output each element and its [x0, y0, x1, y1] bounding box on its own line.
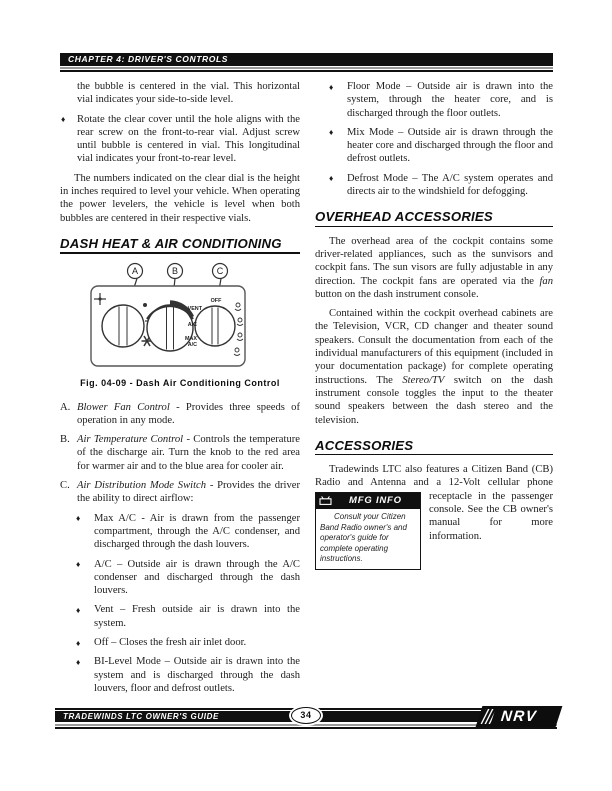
- mode-text: Off – Closes the fresh air inlet door.: [94, 637, 247, 649]
- list-item-blower-fan: [60, 401, 300, 428]
- item-desc: - Controls the temperature of the discharge air. Turn the knob to the red area for warmer air and to the blue area for cooler air.: [77, 434, 300, 472]
- fan-off-dot-icon: [143, 303, 147, 307]
- mode-label-max-2: A/C: [187, 342, 197, 349]
- diamond-bullet-icon: ♦: [329, 173, 334, 184]
- paragraph-text: Contained within the cockpit overhead cabinets are the Television, VCR, CD changer and theater sound speakers. Consult the documentation from each of the individual manufacturers of this equipment (included in your documentation package) for complete operating instructions. The: [315, 308, 553, 386]
- mode-item-vent: [60, 603, 300, 630]
- stereo-tv-switch-reference: Stereo/TV: [402, 374, 445, 386]
- figure-dash-ac-control: [60, 262, 300, 390]
- mode-text: Defrost Mode – The A/C system operates and directs air to the windshield for defogging.: [347, 172, 553, 198]
- mode-text: A/C – Outside air is drawn through the A/C condenser and discharged through the dash louvers.: [94, 558, 300, 597]
- nrv-logo-stripes: [481, 709, 496, 724]
- fan-button-reference: fan: [539, 275, 553, 287]
- paragraph-overhead-1: [315, 235, 553, 301]
- diamond-bullet-icon: ♦: [61, 114, 66, 125]
- footer-band: [55, 708, 557, 725]
- column-right: [315, 80, 553, 578]
- diamond-bullet-icon: ♦: [329, 127, 334, 138]
- diamond-bullet-icon: ♦: [76, 513, 81, 524]
- mode-text: Max A/C - Air is drawn from the passenger compartment, through the A/C condenser, and discharged through the dash louvers.: [94, 512, 300, 551]
- item-term: Blower Fan Control: [77, 401, 170, 413]
- footer-bar: [55, 708, 557, 729]
- mode-label-off: OFF: [210, 298, 222, 305]
- nrv-logo-text: NRV: [499, 708, 539, 725]
- paragraph-dial-numbers: The numbers indicated on the clear dial is the height in inches required to level your vehicle. When operating the power levelers, the vehicle is level when both bubbles are centered in their respective vials.: [60, 172, 300, 224]
- chapter-header-bar: [60, 53, 553, 72]
- paragraph-overhead-2: [315, 307, 553, 427]
- chapter-title: CHAPTER 4: DRIVER'S CONTROLS: [60, 53, 553, 66]
- item-desc: - Provides the driver the ability to direct airflow:: [77, 480, 301, 505]
- guide-title: TRADEWINDS LTC OWNER'S GUIDE: [63, 712, 219, 721]
- item-letter: A.: [60, 401, 71, 413]
- diamond-bullet-icon: ♦: [329, 81, 334, 92]
- blower-fan-knob: [102, 305, 144, 347]
- header-rule-gray: [60, 67, 553, 69]
- paragraph-text: phone receptacle in the passenger console. See the CB owner's manual for more information.: [429, 477, 553, 542]
- mode-text: Mix Mode – Outside air is drawn through the heater core and discharged through the floor and defrost outlets.: [347, 126, 553, 165]
- paragraph-text: button on the dash instrument console.: [315, 288, 479, 300]
- figure-caption: Fig. 04-09 - Dash Air Conditioning Control: [80, 378, 280, 389]
- mode-text: BI-Level Mode – Outside air is drawn into the system and is discharged through the dash louvers, floor and defrost outlets.: [94, 656, 300, 694]
- paragraph-vial-continuation: the bubble is centered in the vial. This horizontal vial indicates your side-to-side level.: [77, 81, 300, 106]
- diamond-bullet-icon: ♦: [76, 559, 81, 570]
- item-term: Air Distribution Mode Switch: [77, 480, 207, 492]
- mode-text: Floor Mode – Outside air is drawn into the system, through the heater core, and is discharged through the floor outlets.: [347, 81, 553, 119]
- item-letter: B.: [60, 434, 70, 446]
- paragraph-text: Tradewinds LTC also features a Citizen Band (CB) Radio and Antenna and a 12-Volt cellular: [315, 464, 553, 489]
- column-left: [60, 80, 300, 701]
- mfg-info-box: [315, 492, 421, 570]
- mode-item-mix: [315, 126, 553, 166]
- mfg-info-title: MFG INFO: [349, 495, 402, 507]
- list-item-text: Rotate the clear cover until the hole aligns with the rear screw on the front-to-rear vial. Adjust screw until bubble is centered in vial. This longitudinal vial indicates your front-to-rear level.: [77, 113, 300, 165]
- list-item-rotate-cover: [60, 113, 300, 166]
- paragraph-accessories: [315, 463, 553, 571]
- section-heading-overhead-accessories: OVERHEAD ACCESSORIES: [315, 210, 553, 226]
- section-heading-accessories: ACCESSORIES: [315, 439, 553, 455]
- paragraph-text: switch on the dash instrument console toggles the input to the theater sound speakers between the dash stereo and the television.: [315, 374, 553, 426]
- mode-item-floor: [315, 80, 553, 120]
- mode-item-bi-level: [60, 655, 300, 695]
- tv-icon: [319, 496, 332, 505]
- diamond-bullet-icon: ♦: [76, 637, 81, 648]
- mode-label-vent: VENT: [187, 306, 202, 313]
- header-rule-black: [60, 70, 553, 72]
- page-number-badge: 34: [291, 707, 321, 724]
- mode-item-max-ac: [60, 512, 300, 552]
- item-term: Air Temperature Control: [77, 434, 184, 446]
- mfg-info-body: Consult your Citizen Band Radio owner's and operator's guide for complete operating instructions.: [320, 512, 407, 564]
- dash-ac-diagram: [86, 262, 250, 374]
- svg-text:A: A: [131, 266, 139, 277]
- mfg-info-header: [316, 493, 420, 509]
- section-heading-dash-heat: DASH HEAT & AIR CONDITIONING: [60, 237, 300, 254]
- diamond-bullet-icon: ♦: [76, 656, 81, 667]
- mode-item-defrost: [315, 172, 553, 199]
- list-item-air-distribution: [60, 479, 300, 506]
- paragraph-text: The overhead area of the cockpit contains some driver-related appliances, such as the sunvisors and cockpit fans. The sun visors are fully adjustable in any direction. The cockpit fans are operated via the: [315, 235, 553, 287]
- svg-text:B: B: [171, 266, 179, 277]
- svg-text:C: C: [216, 266, 224, 277]
- mode-item-ac: [60, 558, 300, 598]
- mode-item-off: [60, 636, 300, 649]
- mode-label-max-1: MAX: [185, 336, 197, 343]
- item-desc: - Provides three speeds of operation in any mode.: [77, 401, 300, 426]
- diamond-bullet-icon: ♦: [76, 604, 81, 615]
- item-letter: C.: [60, 480, 70, 492]
- nrv-logo: [476, 706, 563, 727]
- mode-text: Vent – Fresh outside air is drawn into the system.: [94, 604, 300, 629]
- list-item-air-temperature: [60, 433, 300, 473]
- mode-label-ac: A/C: [187, 322, 197, 329]
